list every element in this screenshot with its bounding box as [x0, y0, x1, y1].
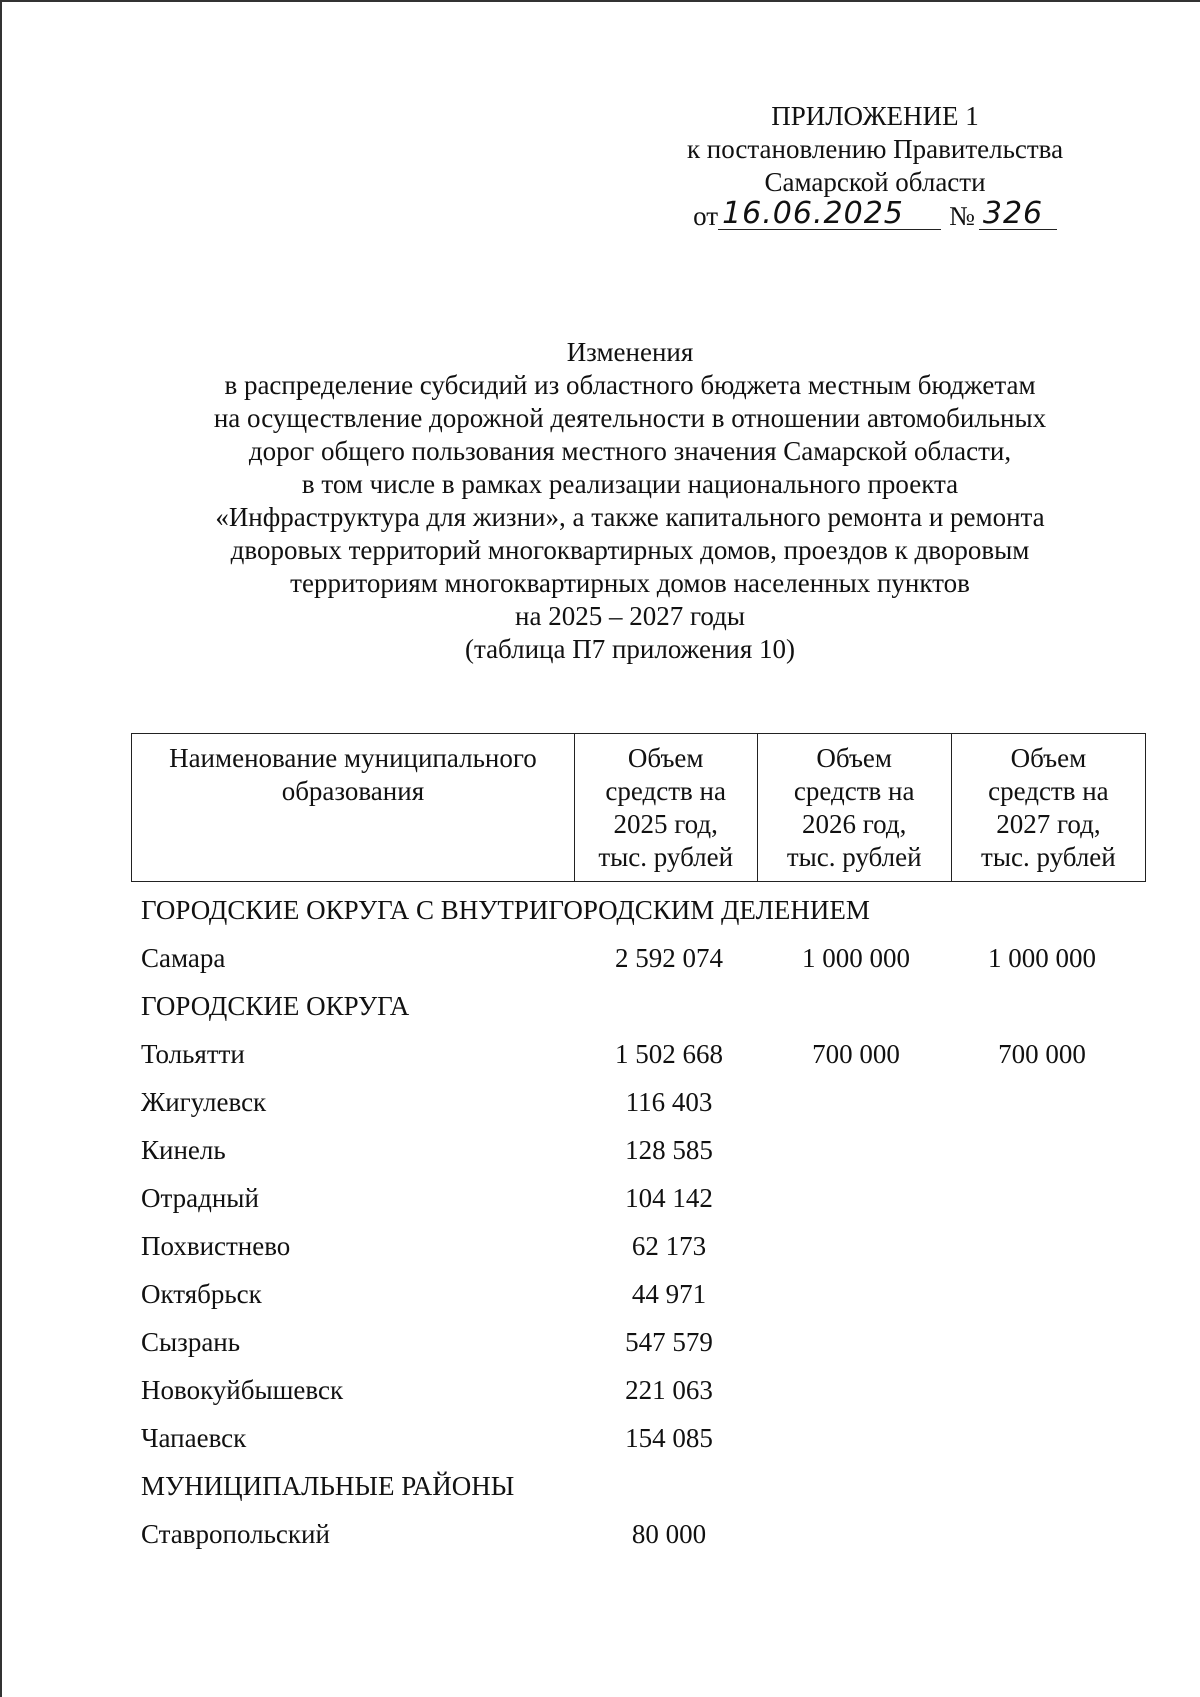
table-row [131, 1126, 1146, 1174]
municipality-name: Отрадный [141, 1182, 259, 1213]
table-row [131, 1510, 1146, 1558]
municipality-name: Сызрань [141, 1326, 241, 1357]
value-2025: 1 502 668 [615, 1038, 723, 1069]
header-2025: Объем средств на 2025 год, тыс. рублей [574, 734, 757, 882]
heading-line: «Инфраструктура для жизни», а также капитального ремонта и ремонта [215, 502, 1045, 532]
heading-line: территориям многоквартирных домов населенных пунктов [290, 568, 970, 598]
scan-edge-top [0, 0, 1200, 2]
header-municipality: Наименование муниципального образования [132, 734, 575, 882]
section-title: ГОРОДСКИЕ ОКРУГА С ВНУТРИГОРОДСКИМ ДЕЛЕНИЕМ [141, 894, 870, 925]
table-row [131, 1270, 1146, 1318]
table-row [131, 1318, 1146, 1366]
value-2025: 2 592 074 [615, 942, 723, 973]
municipality-name: Тольятти [141, 1038, 245, 1069]
appendix-date-number-line [640, 196, 1110, 233]
value-2025: 62 173 [631, 1230, 707, 1261]
section-row [131, 1462, 1146, 1510]
heading-line: дорог общего пользования местного значения Самарской области, [248, 436, 1012, 466]
section-row [131, 886, 1146, 934]
heading-line: на осуществление дорожной деятельности в отношении автомобильных [213, 403, 1047, 433]
handwritten-date: 16.06.2025 [718, 199, 941, 230]
value-2025: 154 085 [625, 1422, 713, 1453]
appendix-line-3: Самарской области [764, 167, 986, 197]
heading-line: дворовых территорий многоквартирных домов, проездов к дворовым [230, 535, 1030, 565]
table-row [131, 1366, 1146, 1414]
table-body [131, 886, 1146, 1558]
table-row [131, 1174, 1146, 1222]
value-2026: 700 000 [812, 1038, 900, 1069]
value-2025: 44 971 [631, 1278, 707, 1309]
appendix-title: ПРИЛОЖЕНИЕ 1 [771, 101, 979, 131]
value-2025: 104 142 [625, 1182, 713, 1213]
municipality-name: Новокуйбышевск [141, 1374, 344, 1405]
table-row [131, 1078, 1146, 1126]
municipality-name: Кинель [141, 1134, 226, 1165]
value-2027: 1 000 000 [988, 942, 1096, 973]
table-header [131, 733, 1146, 882]
value-2025: 80 000 [631, 1518, 707, 1549]
municipality-name: Чапаевск [141, 1422, 247, 1453]
number-label: № [949, 201, 975, 231]
heading-line: в том числе в рамках реализации национального проекта [301, 469, 959, 499]
section-row [131, 982, 1146, 1030]
value-2025: 547 579 [625, 1326, 713, 1357]
value-2027: 700 000 [998, 1038, 1086, 1069]
scan-edge-left [0, 0, 2, 1697]
appendix-line-2: к постановлению Правительства [686, 134, 1064, 164]
municipality-name: Октябрьск [141, 1278, 262, 1309]
document-heading [130, 336, 1130, 666]
header-2026: Объем средств на 2026 год, тыс. рублей [757, 734, 951, 882]
from-label: от [693, 201, 719, 231]
value-2025: 128 585 [625, 1134, 713, 1165]
appendix-block [640, 100, 1110, 233]
municipality-name: Похвистнево [141, 1230, 291, 1261]
table-row [131, 1222, 1146, 1270]
section-title: МУНИЦИПАЛЬНЫЕ РАЙОНЫ [141, 1470, 515, 1501]
value-2025: 116 403 [625, 1086, 713, 1117]
header-2027: Объем средств на 2027 год, тыс. рублей [951, 734, 1145, 882]
handwritten-number: 326 [979, 199, 1057, 230]
heading-line: Изменения [566, 337, 694, 367]
value-2026: 1 000 000 [802, 942, 910, 973]
municipality-name: Ставропольский [141, 1518, 330, 1549]
table-row [131, 934, 1146, 982]
table-row [131, 1030, 1146, 1078]
municipality-name: Самара [141, 942, 226, 973]
heading-line: в распределение субсидий из областного бюджета местным бюджетам [224, 370, 1036, 400]
municipality-name: Жигулевск [141, 1086, 267, 1117]
section-title: ГОРОДСКИЕ ОКРУГА [141, 990, 410, 1021]
value-2025: 221 063 [625, 1374, 713, 1405]
heading-line: (таблица П7 приложения 10) [464, 634, 796, 664]
heading-line: на 2025 – 2027 годы [515, 601, 745, 631]
table-row [131, 1414, 1146, 1462]
